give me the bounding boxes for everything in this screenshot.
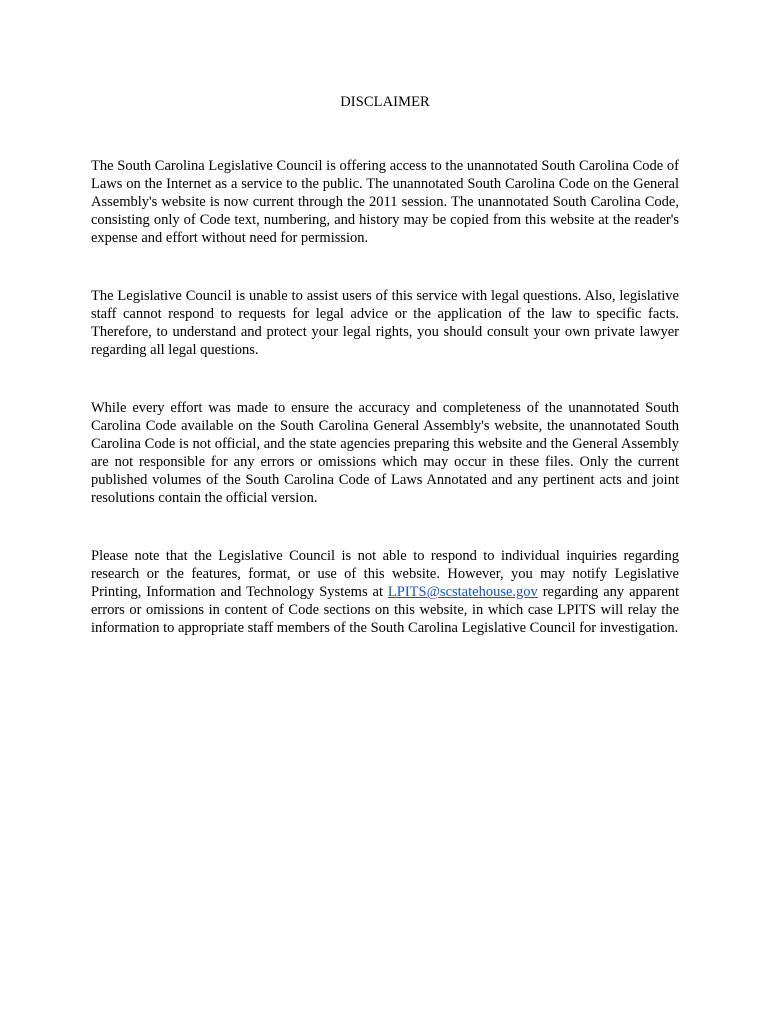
lpits-email-link[interactable]: LPITS@scstatehouse.gov xyxy=(387,584,538,600)
paragraph-inquiries-text-before: Please note that the Legislative Council is not able to respond to individual inquiries regarding research or the features, format, or use of this website. However, you may notify Legislative Printing, Information and Technology Systems at xyxy=(91,548,679,600)
paragraph-legal-questions: The Legislative Council is unable to assist users of this service with legal questions. Also, legislative staff cannot respond to requests for legal advice or the application of the law to specific facts. Therefore, to understand and protect your legal rights, you should consult your own private lawyer regarding all legal questions. xyxy=(91,288,679,358)
page-title: DISCLAIMER xyxy=(340,94,430,110)
paragraph-inquiries-text-after: regarding any apparent errors or omissions in content of Code sections on this website, in which case LPITS will relay the information to appropriate staff members of the South Carolina Legislative Council for investigation. xyxy=(91,584,679,636)
paragraph-access: The South Carolina Legislative Council is offering access to the unannotated South Carolina Code of Laws on the Internet as a service to the public. The unannotated South Carolina Code on the General Assembly's website is now current through the 2011 session. The unannotated South Carolina Code, consisting only of Code text, numbering, and history may be copied from this website at the reader's expense and effort without need for permission. xyxy=(91,158,679,246)
paragraph-inquiries xyxy=(91,547,679,637)
paragraph-accuracy: While every effort was made to ensure the accuracy and completeness of the unannotated South Carolina Code available on the South Carolina General Assembly's website, the unannotated South Carolina Code is not official, and the state agencies preparing this website and the General Assembly are not responsible for any errors or omissions which may occur in these files. Only the current published volumes of the South Carolina Code of Laws Annotated and any pertinent acts and joint resolutions contain the official version. xyxy=(91,400,679,506)
